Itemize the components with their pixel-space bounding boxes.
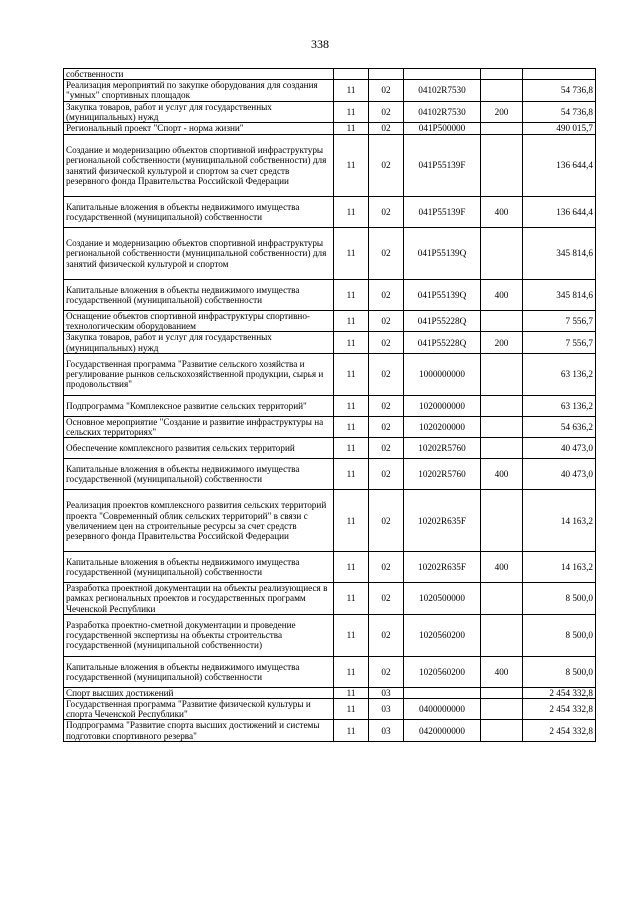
section-code: 11: [334, 656, 369, 687]
row-name: Капитальные вложения в объекты недвижимого имущества государственной (муниципальной) собственности: [64, 197, 334, 228]
row-name: Оснащение объектов спортивной инфраструктуры спортивно-технологическим оборудованием: [64, 311, 334, 332]
expense-type-code: [481, 438, 523, 459]
target-article-code: 04102R7530: [404, 80, 481, 101]
amount: 40 473,0: [523, 438, 596, 459]
section-code: 11: [334, 353, 369, 395]
table-row: [64, 332, 596, 353]
target-article-code: 0400000000: [404, 699, 481, 720]
subsection-code: 02: [369, 395, 404, 416]
expense-type-code: [481, 614, 523, 656]
table-row: [64, 459, 596, 490]
table-row: [64, 311, 596, 332]
table-row: [64, 123, 596, 135]
row-name: Разработка проектной документации на объекты реализующиеся в рамках региональных проектов и государственных программ Чеченской Республики: [64, 583, 334, 615]
subsection-code: 02: [369, 197, 404, 228]
section-code: 11: [334, 699, 369, 720]
table-row: [64, 687, 596, 698]
target-article-code: 1020000000: [404, 395, 481, 416]
target-article-code: 041P55139Q: [404, 280, 481, 311]
amount: 63 136,2: [523, 395, 596, 416]
section-code: 11: [334, 720, 369, 741]
row-name: Государственная программа "Развитие сельского хозяйства и регулирование рынков сельскохозяйственной продукции, сырья и продовольствия": [64, 353, 334, 395]
subsection-code: 03: [369, 687, 404, 698]
subsection-code: 02: [369, 101, 404, 122]
section-code: 11: [334, 614, 369, 656]
amount: 136 644,4: [523, 197, 596, 228]
amount: 8 500,0: [523, 614, 596, 656]
amount: 345 814,6: [523, 228, 596, 280]
row-name: Обеспечение комплексного развития сельских территорий: [64, 438, 334, 459]
section-code: 11: [334, 459, 369, 490]
section-code: 11: [334, 280, 369, 311]
table-row: [64, 614, 596, 656]
section-code: 11: [334, 687, 369, 698]
subsection-code: [369, 69, 404, 80]
section-code: 11: [334, 395, 369, 416]
table-row: [64, 69, 596, 80]
expense-type-code: [481, 69, 523, 80]
expense-type-code: 200: [481, 332, 523, 353]
amount: 14 163,2: [523, 490, 596, 552]
amount: 14 163,2: [523, 552, 596, 583]
expense-type-code: 400: [481, 280, 523, 311]
subsection-code: 02: [369, 552, 404, 583]
subsection-code: 02: [369, 614, 404, 656]
subsection-code: 02: [369, 332, 404, 353]
table-row: [64, 135, 596, 197]
section-code: 11: [334, 332, 369, 353]
amount: 2 454 332,8: [523, 687, 596, 698]
section-code: [334, 69, 369, 80]
amount: 54 736,8: [523, 101, 596, 122]
target-article-code: 10202R5760: [404, 438, 481, 459]
target-article-code: [404, 687, 481, 698]
section-code: 11: [334, 552, 369, 583]
expense-type-code: [481, 228, 523, 280]
row-name: Капитальные вложения в объекты недвижимого имущества государственной (муниципальной) собственности: [64, 280, 334, 311]
expense-type-code: 400: [481, 459, 523, 490]
expense-type-code: [481, 353, 523, 395]
expense-type-code: [481, 123, 523, 135]
table-row: [64, 720, 596, 741]
table-row: [64, 280, 596, 311]
section-code: 11: [334, 228, 369, 280]
amount: 8 500,0: [523, 583, 596, 615]
table-row: [64, 80, 596, 101]
expense-type-code: [481, 720, 523, 741]
row-name: Капитальные вложения в объекты недвижимого имущества государственной (муниципальной) собственности: [64, 459, 334, 490]
amount: 7 556,7: [523, 311, 596, 332]
subsection-code: 02: [369, 80, 404, 101]
section-code: 11: [334, 123, 369, 135]
expense-type-code: 400: [481, 656, 523, 687]
subsection-code: 02: [369, 228, 404, 280]
amount: 490 015,7: [523, 123, 596, 135]
section-code: 11: [334, 80, 369, 101]
target-article-code: 041P55139F: [404, 135, 481, 197]
budget-table: [63, 68, 596, 742]
table-row: [64, 699, 596, 720]
table-row: [64, 438, 596, 459]
subsection-code: 03: [369, 720, 404, 741]
section-code: 11: [334, 438, 369, 459]
target-article-code: 10202R5760: [404, 459, 481, 490]
table-row: [64, 197, 596, 228]
target-article-code: 1020560200: [404, 614, 481, 656]
table-row: [64, 101, 596, 122]
section-code: 11: [334, 135, 369, 197]
table-row: [64, 583, 596, 615]
expense-type-code: [481, 490, 523, 552]
section-code: 11: [334, 101, 369, 122]
amount: 8 500,0: [523, 656, 596, 687]
amount: 136 644,4: [523, 135, 596, 197]
table-row: [64, 416, 596, 437]
amount: 2 454 332,8: [523, 720, 596, 741]
target-article-code: 1020200000: [404, 416, 481, 437]
subsection-code: 02: [369, 490, 404, 552]
section-code: 11: [334, 197, 369, 228]
target-article-code: 04102R7530: [404, 101, 481, 122]
target-article-code: 041P55228Q: [404, 311, 481, 332]
table-row: [64, 552, 596, 583]
row-name: собственности: [64, 69, 334, 80]
section-code: 11: [334, 583, 369, 615]
subsection-code: 02: [369, 438, 404, 459]
expense-type-code: [481, 80, 523, 101]
amount: 2 454 332,8: [523, 699, 596, 720]
expense-type-code: [481, 583, 523, 615]
expense-type-code: 400: [481, 197, 523, 228]
row-name: Государственная программа "Развитие физической культуры и спорта Чеченской Республики": [64, 699, 334, 720]
row-name: Создание и модернизацию объектов спортивной инфраструктуры региональной собственности (муниципальной собственности) для занятий физической культурой и спортом: [64, 228, 334, 280]
table-row: [64, 490, 596, 552]
section-code: 11: [334, 490, 369, 552]
table-row: [64, 395, 596, 416]
amount: 54 636,2: [523, 416, 596, 437]
section-code: 11: [334, 311, 369, 332]
expense-type-code: [481, 395, 523, 416]
row-name: Разработка проектно-сметной документации и проведение государственной экспертизы на объекты строительства государственной (муниципальной собственности): [64, 614, 334, 656]
row-name: Региональный проект "Спорт - норма жизни": [64, 123, 334, 135]
amount: 7 556,7: [523, 332, 596, 353]
budget-table-body: [64, 69, 596, 742]
target-article-code: 041P55139Q: [404, 228, 481, 280]
row-name: Закупка товаров, работ и услуг для государственных (муниципальных) нужд: [64, 101, 334, 122]
target-article-code: 041P500000: [404, 123, 481, 135]
amount: 63 136,2: [523, 353, 596, 395]
target-article-code: 041P55228Q: [404, 332, 481, 353]
expense-type-code: [481, 135, 523, 197]
subsection-code: 02: [369, 135, 404, 197]
target-article-code: 0420000000: [404, 720, 481, 741]
subsection-code: 02: [369, 416, 404, 437]
target-article-code: [404, 69, 481, 80]
table-row: [64, 228, 596, 280]
expense-type-code: [481, 699, 523, 720]
amount: [523, 69, 596, 80]
subsection-code: 02: [369, 123, 404, 135]
subsection-code: 02: [369, 280, 404, 311]
target-article-code: 10202R635F: [404, 490, 481, 552]
row-name: Закупка товаров, работ и услуг для государственных (муниципальных) нужд: [64, 332, 334, 353]
amount: 40 473,0: [523, 459, 596, 490]
target-article-code: 1020560200: [404, 656, 481, 687]
row-name: Реализация проектов комплексного развития сельских территорий проекта "Современный облик сельских территорий" в связи с увеличением цен на строительные ресурсы за счет средств резервного фонда Правительства Российской Федерации: [64, 490, 334, 552]
subsection-code: 02: [369, 459, 404, 490]
row-name: Подпрограмма "Комплексное развитие сельских территорий": [64, 395, 334, 416]
subsection-code: 03: [369, 699, 404, 720]
amount: 345 814,6: [523, 280, 596, 311]
expense-type-code: [481, 311, 523, 332]
expense-type-code: [481, 687, 523, 698]
target-article-code: 10202R635F: [404, 552, 481, 583]
section-code: 11: [334, 416, 369, 437]
table-row: [64, 353, 596, 395]
page-number: 338: [311, 37, 329, 51]
target-article-code: 1000000000: [404, 353, 481, 395]
subsection-code: 02: [369, 583, 404, 615]
table-row: [64, 656, 596, 687]
row-name: Реализация мероприятий по закупке оборудования для создания "умных" спортивных площадок: [64, 80, 334, 101]
amount: 54 736,8: [523, 80, 596, 101]
expense-type-code: 200: [481, 101, 523, 122]
row-name: Основное мероприятие "Создание и развитие инфраструктуры на сельских территориях": [64, 416, 334, 437]
expense-type-code: [481, 416, 523, 437]
target-article-code: 041P55139F: [404, 197, 481, 228]
subsection-code: 02: [369, 656, 404, 687]
row-name: Подпрограмма "Развитие спорта высших достижений и системы подготовки спортивного резерва": [64, 720, 334, 741]
row-name: Спорт высших достижений: [64, 687, 334, 698]
row-name: Капитальные вложения в объекты недвижимого имущества государственной (муниципальной) собственности: [64, 656, 334, 687]
subsection-code: 02: [369, 311, 404, 332]
row-name: Капитальные вложения в объекты недвижимого имущества государственной (муниципальной) собственности: [64, 552, 334, 583]
subsection-code: 02: [369, 353, 404, 395]
target-article-code: 1020500000: [404, 583, 481, 615]
row-name: Создание и модернизацию объектов спортивной инфраструктуры региональной собственности (муниципальной собственности) для занятий физической культурой и спортом за счет средств резервного фонда Правительства Российской Федерации: [64, 135, 334, 197]
expense-type-code: 400: [481, 552, 523, 583]
